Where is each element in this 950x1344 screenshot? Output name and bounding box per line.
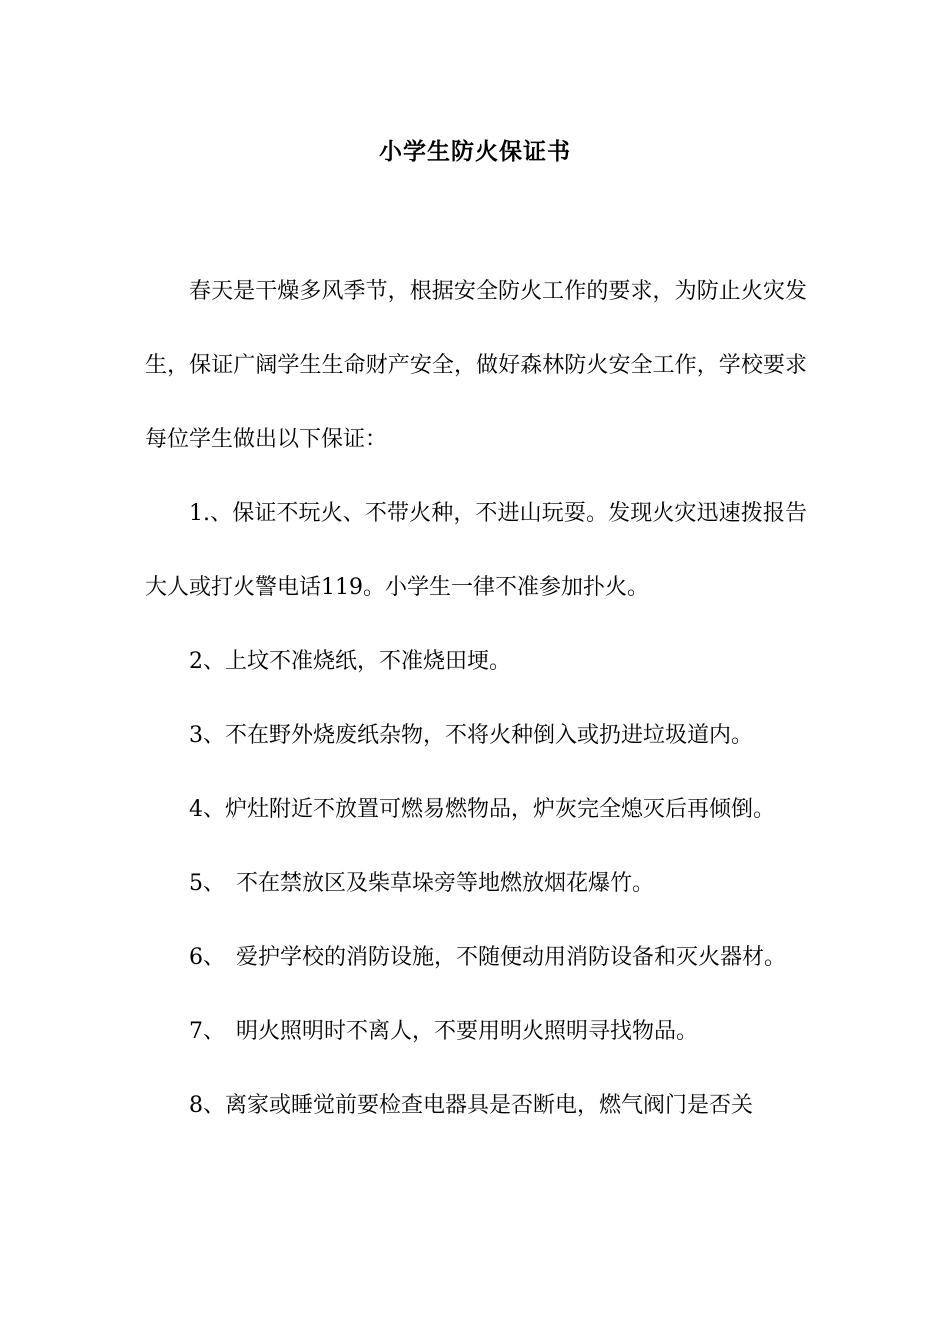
guarantee-item-3: 3、不在野外烧废纸杂物，不将火种倒入或扔进垃圾道内。 [189, 723, 753, 748]
intro-paragraph: 春天是干燥多风季节，根据安全防火工作的要求，为防止火灾发生，保证广阔学生生命财产安全，做好森林防火安全工作，学校要求每位学生做出以下保证： [145, 279, 807, 452]
guarantee-item-1: 1.、保证不玩火、不带火种，不进山玩耍。发现火灾迅速拨报告大人或打火警电话119。小学生一律不准参加扑火。 [145, 501, 807, 600]
guarantee-item-7: 7、 明火照明时不离人，不要用明火照明寻找物品。 [189, 1019, 698, 1044]
guarantee-item-2: 2、上坟不准烧纸，不准烧田埂。 [189, 649, 511, 674]
guarantee-item-5: 5、 不在禁放区及柴草垛旁等地燃放烟花爆竹。 [189, 871, 654, 896]
guarantee-item-8: 8、离家或睡觉前要检查电器具是否断电，燃气阀门是否关 [189, 1093, 753, 1118]
document-title: 小学生防火保证书 [379, 139, 571, 165]
document-body [145, 255, 807, 1143]
guarantee-item-4: 4、炉灶附近不放置可燃易燃物品，炉灰完全熄灭后再倾倒。 [189, 797, 775, 822]
guarantee-item-6: 6、 爱护学校的消防设施，不随便动用消防设备和灭火器材。 [189, 945, 786, 970]
